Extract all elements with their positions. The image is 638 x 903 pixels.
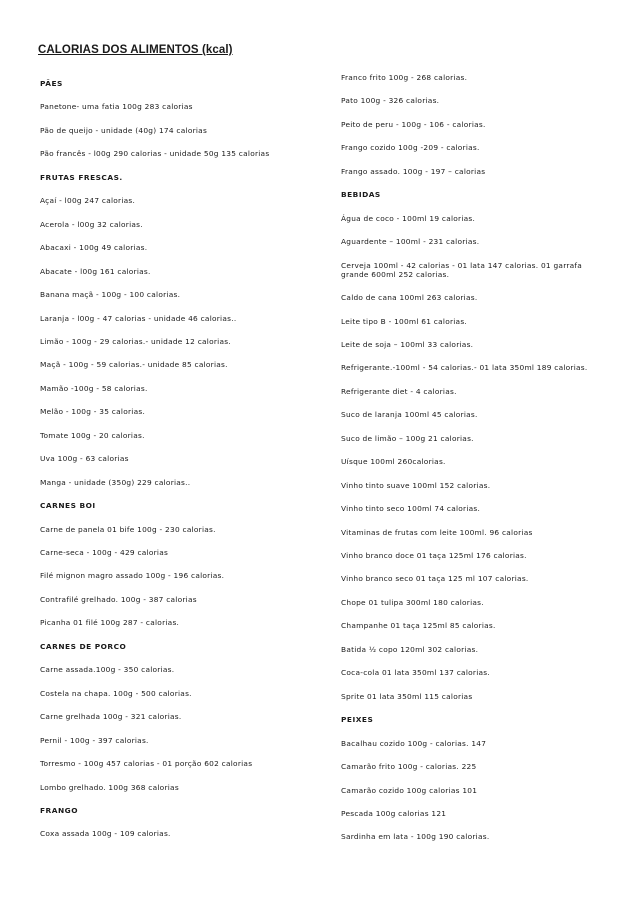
food-entry: Pernil - 100g - 397 calorias.	[40, 735, 149, 745]
food-entry: Limão - 100g - 29 calorias.- unidade 12 calorias.	[40, 336, 231, 346]
food-entry: Camarão cozido 100g calorias 101	[341, 785, 478, 795]
food-entry: Caldo de cana 100ml 263 calorias.	[341, 293, 478, 303]
food-entry: Vinho tinto suave 100ml 152 calorias.	[341, 480, 491, 490]
food-entry: Coxa assada 100g - 109 calorias.	[40, 829, 171, 839]
food-entry: Camarão frito 100g - calorias. 225	[341, 762, 477, 772]
section-heading: PÃES	[40, 79, 63, 88]
food-entry: Aguardente – 100ml - 231 calorias.	[341, 237, 480, 247]
food-entry: Banana maçã - 100g - 100 calorias.	[40, 290, 181, 300]
food-entry: Maçã - 100g - 59 calorias.- unidade 85 calorias.	[40, 360, 228, 370]
food-entry: Uísque 100ml 260calorias.	[341, 457, 446, 467]
food-entry: Cerveja 100ml - 42 calorias - 01 lata 147 calorias. 01 garrafa grande 600ml 252 calorias.	[341, 260, 583, 279]
food-entry: Refrigerante diet - 4 calorias.	[341, 386, 457, 396]
food-entry: Tomate 100g - 20 calorias.	[40, 430, 145, 440]
food-entry: Açaí - l00g 247 calorias.	[40, 196, 136, 206]
section-heading: BEBIDAS	[341, 190, 381, 200]
food-entry: Melão - 100g - 35 calorias.	[40, 407, 146, 417]
food-entry: Uva 100g - 63 calorias	[40, 454, 129, 464]
section-heading: CARNES DE PORCO	[40, 641, 127, 651]
food-entry: Refrigerante.-100ml - 54 calorias.- 01 lata 350ml 189 calorias.	[341, 363, 588, 373]
food-entry: Sardinha em lata - 100g 190 calorias.	[341, 832, 490, 842]
document-title: CALORIAS DOS ALIMENTOS (kcal)	[38, 44, 233, 56]
food-entry: Abacaxi - 100g 49 calorias.	[40, 243, 148, 253]
food-entry: Leite de soja – 100ml 33 calorias.	[341, 339, 474, 349]
food-entry: Picanha 01 filé 100g 287 - calorias.	[40, 618, 180, 628]
food-entry: Frango cozido 100g -209 - calorias.	[341, 143, 480, 153]
section-heading: FRANGO	[40, 805, 78, 815]
food-entry: Leite tipo B - 100ml 61 calorias.	[341, 316, 468, 326]
food-entry: Manga - unidade (350g) 229 calorias..	[40, 477, 191, 487]
food-entry: Vitaminas de frutas com leite 100ml. 96 calorias	[341, 527, 533, 537]
food-entry: Pato 100g - 326 calorias.	[341, 96, 440, 106]
food-entry: Torresmo - 100g 457 calorias - 01 porção 602 calorias	[40, 759, 253, 769]
food-entry: Chope 01 tulipa 300ml 180 calorias.	[341, 597, 484, 607]
food-entry: Acerola - l00g 32 calorias.	[40, 219, 143, 229]
food-entry: Vinho branco doce 01 taça 125ml 176 calorias.	[341, 551, 527, 560]
section-heading: CARNES BOI	[40, 501, 96, 511]
food-entry: Peito de peru - 100g - 106 - calorias.	[341, 119, 486, 129]
food-entry: Vinho branco seco 01 taça 125 ml 107 calorias.	[341, 574, 529, 584]
food-entry: Frango assado. 100g - 197 – calorias	[341, 166, 486, 176]
food-entry: Bacalhau cozido 100g - calorias. 147	[341, 738, 487, 748]
food-entry: Laranja - l00g - 47 calorias - unidade 46 calorias..	[40, 313, 237, 323]
food-entry: Champanhe 01 taça 125ml 85 calorias.	[341, 621, 496, 631]
food-entry: Abacate - l00g 161 calorias.	[40, 266, 151, 276]
food-entry: Pão de queijo - unidade (40g) 174 calorias	[40, 125, 208, 135]
food-entry: Panetone- uma fatia 100g 283 calorias	[40, 102, 193, 112]
food-entry: Filé mignon magro assado 100g - 196 calorias.	[40, 571, 225, 581]
food-entry: Batida ½ copo 120ml 302 calorias.	[341, 644, 479, 654]
food-entry: Carne grelhada 100g - 321 calorias.	[40, 712, 182, 722]
food-entry: Pescada 100g calorias 121	[341, 808, 447, 818]
section-heading: PEIXES	[341, 715, 374, 725]
food-entry: Costela na chapa. 100g - 500 calorias.	[40, 688, 192, 698]
food-entry: Vinho tinto seco 100ml 74 calorias.	[341, 504, 481, 514]
food-entry: Carne de panela 01 bife 100g - 230 calorias.	[40, 524, 216, 534]
food-entry: Pão francês - l00g 290 calorias - unidade 50g 135 calorias	[40, 149, 270, 159]
food-entry: Água de coco - 100ml 19 calorias.	[341, 213, 476, 223]
food-entry: Carne assada.100g - 350 calorias.	[40, 665, 175, 675]
section-heading: FRUTAS FRESCAS.	[40, 172, 123, 182]
food-entry: Franco frito 100g - 268 calorias.	[341, 73, 468, 82]
food-entry: Mamão -100g - 58 calorias.	[40, 383, 148, 393]
food-entry: Contrafilé grelhado. 100g - 387 calorias	[40, 594, 197, 604]
food-entry: Sprite 01 lata 350ml 115 calorias	[341, 691, 473, 701]
food-entry: Lombo grelhado. 100g 368 calorias	[40, 782, 179, 792]
food-entry: Coca-cola 01 lata 350ml 137 calorias.	[341, 668, 490, 678]
food-entry: Carne-seca - 100g - 429 calorias	[40, 548, 169, 557]
food-entry: Suco de laranja 100ml 45 calorias.	[341, 410, 478, 420]
food-entry: Suco de limão – 100g 21 calorias.	[341, 433, 474, 443]
